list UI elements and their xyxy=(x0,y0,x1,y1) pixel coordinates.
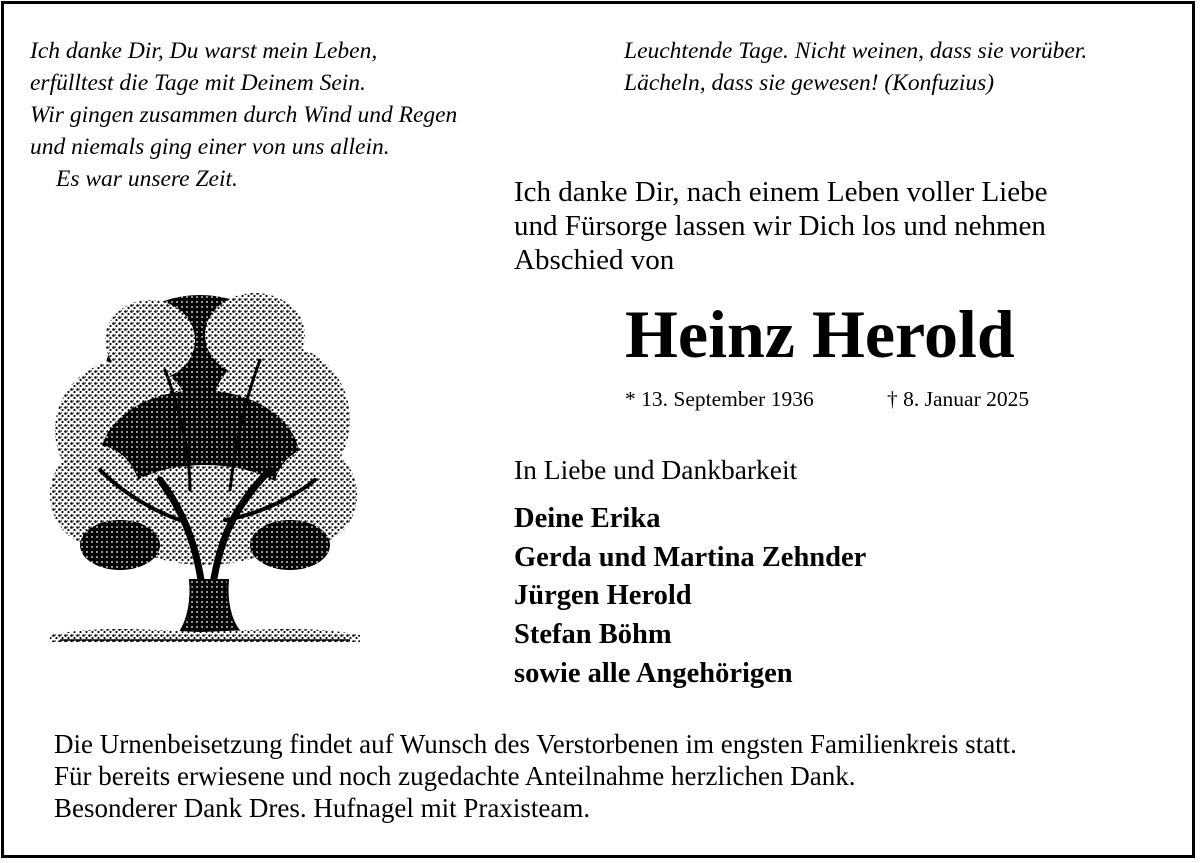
tree-canopy xyxy=(50,293,357,570)
tree-trunk xyxy=(180,580,240,632)
quote-line: Lächeln, dass sie gewesen! (Konfuzius) xyxy=(624,70,995,96)
poem-line: und niemals ging einer von uns allein. xyxy=(30,134,390,160)
footer-line: Besonderer Dank Dres. Hufnagel mit Praxisteam. xyxy=(54,793,591,823)
mourner-name: Deine Erika xyxy=(514,503,661,534)
mourner-name: Gerda und Martina Zehnder xyxy=(514,541,867,573)
poem-line: Wir gingen zusammen durch Wind und Regen xyxy=(30,102,458,128)
signature-intro: In Liebe und Dankbarkeit xyxy=(514,454,798,485)
poem-line: erfülltest die Tage mit Deinem Sein. xyxy=(30,70,366,96)
intro-text xyxy=(514,175,1047,277)
mourner-name: Stefan Böhm xyxy=(514,619,672,651)
mourner-name: sowie alle Angehörigen xyxy=(514,657,793,689)
intro-line: Ich danke Dir, nach einem Leben voller Liebe xyxy=(514,176,1048,208)
deceased-name: Heinz Herold xyxy=(625,296,1015,372)
quote-right xyxy=(624,35,1087,99)
poem-left xyxy=(30,35,457,195)
quote-line: Leuchtende Tage. Nicht weinen, dass sie vorüber. xyxy=(624,38,1088,64)
poem-line: Ich danke Dir, Du warst mein Leben, xyxy=(30,38,378,64)
mourners-list xyxy=(514,500,866,694)
footer-line: Die Urnenbeisetzung findet auf Wunsch des Verstorbenen im engsten Familienkreis statt. xyxy=(54,729,1017,759)
death-date: † 8. Januar 2025 xyxy=(887,387,1030,411)
poem-line: Es war unsere Zeit. xyxy=(56,166,238,192)
tree-illustration-icon xyxy=(40,280,370,655)
birth-date: * 13. September 1936 xyxy=(625,387,814,411)
footer-text xyxy=(54,728,1017,824)
intro-line: Abschied von xyxy=(514,244,675,276)
mourner-name: Jürgen Herold xyxy=(514,580,692,612)
intro-line: und Fürsorge lassen wir Dich los und nehmen xyxy=(514,210,1046,242)
footer-line: Für bereits erwiesene und noch zugedachte Anteilnahme herzlichen Dank. xyxy=(54,761,856,791)
